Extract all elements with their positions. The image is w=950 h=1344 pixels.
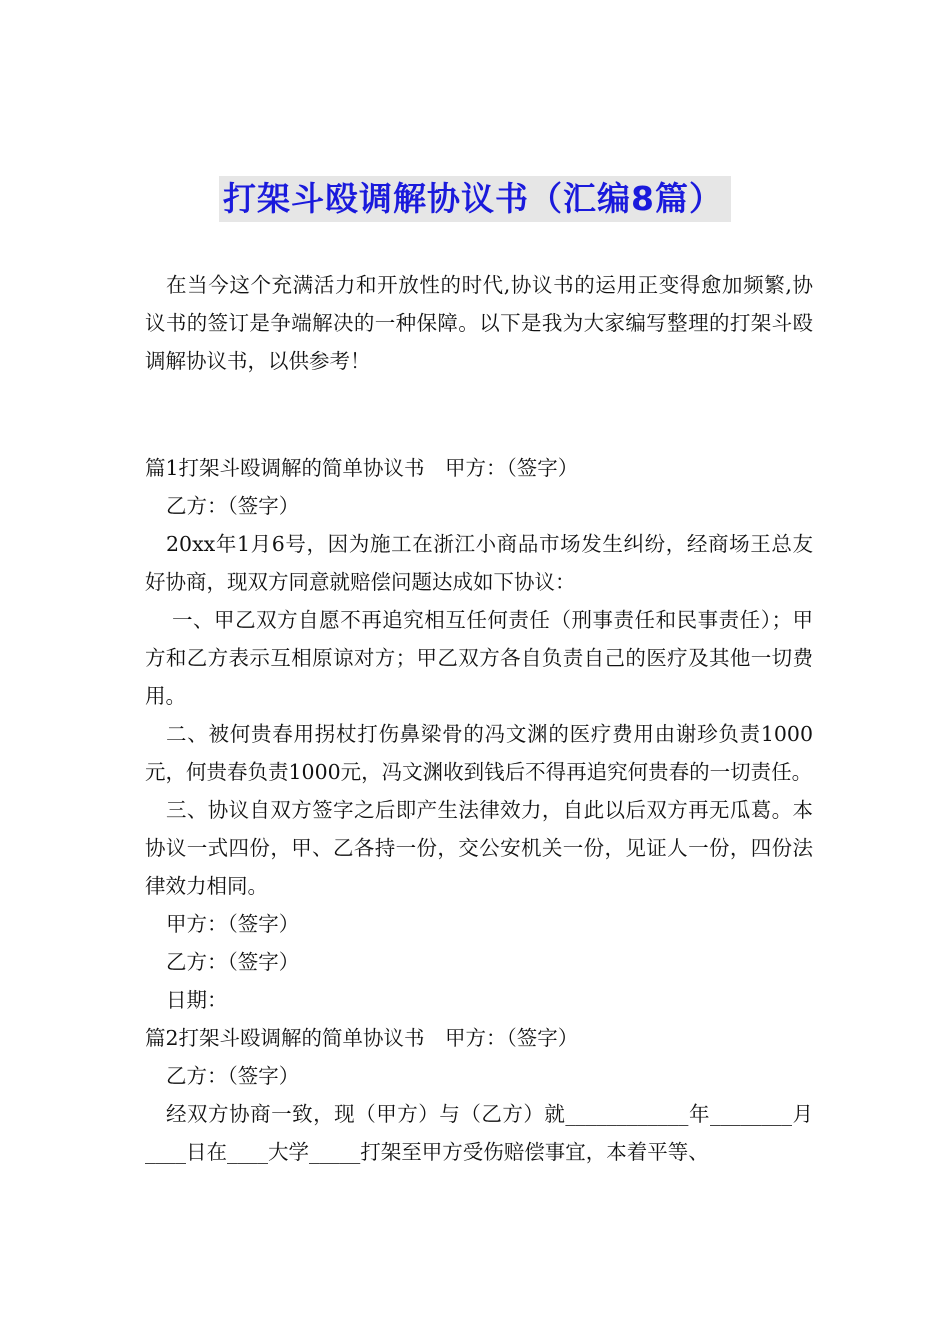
party-b-signature-line-2: 乙方：（签字） bbox=[166, 950, 300, 974]
section-2-heading: 篇2打架斗殴调解的简单协议书 甲方：（签字） bbox=[145, 1026, 579, 1050]
section-2-intro-paragraph: 经双方协商一致，现（甲方）与（乙方）就____________年________月____日在____大学_____打架至甲方受伤赔偿事宜，本着平等、 bbox=[145, 1102, 813, 1164]
clause-1-paragraph: 一、甲乙双方自愿不再追究相互任何责任（刑事责任和民事责任）；甲方和乙方表示互相原谅对方；甲乙双方各自负责自己的医疗及其他一切费用。 bbox=[145, 608, 813, 708]
party-b-signature-line-3: 乙方：（签字） bbox=[166, 1064, 300, 1088]
clause-2-paragraph: 二、被何贵春用拐杖打伤鼻梁骨的冯文渊的医疗费用由谢珍负责1000元，何贵春负责1000元，冯文渊收到钱后不得再追究何贵春的一切责任。 bbox=[145, 722, 813, 784]
date-line: 日期： bbox=[166, 988, 228, 1012]
party-b-signature-line: 乙方：（签字） bbox=[166, 494, 300, 518]
agreement-body bbox=[145, 449, 813, 1171]
party-a-signature-line: 甲方：（签字） bbox=[166, 912, 300, 936]
intro-paragraph: 在当今这个充满活力和开放性的时代,协议书的运用正变得愈加频繁,协议书的签订是争端解决的一种保障。以下是我为大家编写整理的打架斗殴调解协议书，以供参考！ bbox=[145, 273, 813, 373]
intro-section bbox=[145, 266, 813, 380]
clause-3-paragraph: 三、协议自双方签字之后即产生法律效力，自此以后双方再无瓜葛。本协议一式四份，甲、乙各持一份，交公安机关一份，见证人一份，四份法律效力相同。 bbox=[145, 798, 813, 898]
section-1-heading: 篇1打架斗殴调解的简单协议书 甲方：（签字） bbox=[145, 456, 579, 480]
document-title: 打架斗殴调解协议书（汇编8篇） bbox=[219, 176, 731, 222]
title-container bbox=[0, 176, 950, 222]
dispute-background-paragraph: 20xx年1月6号，因为施工在浙江小商品市场发生纠纷，经商场王总友好协商，现双方同意就赔偿问题达成如下协议： bbox=[145, 532, 813, 594]
